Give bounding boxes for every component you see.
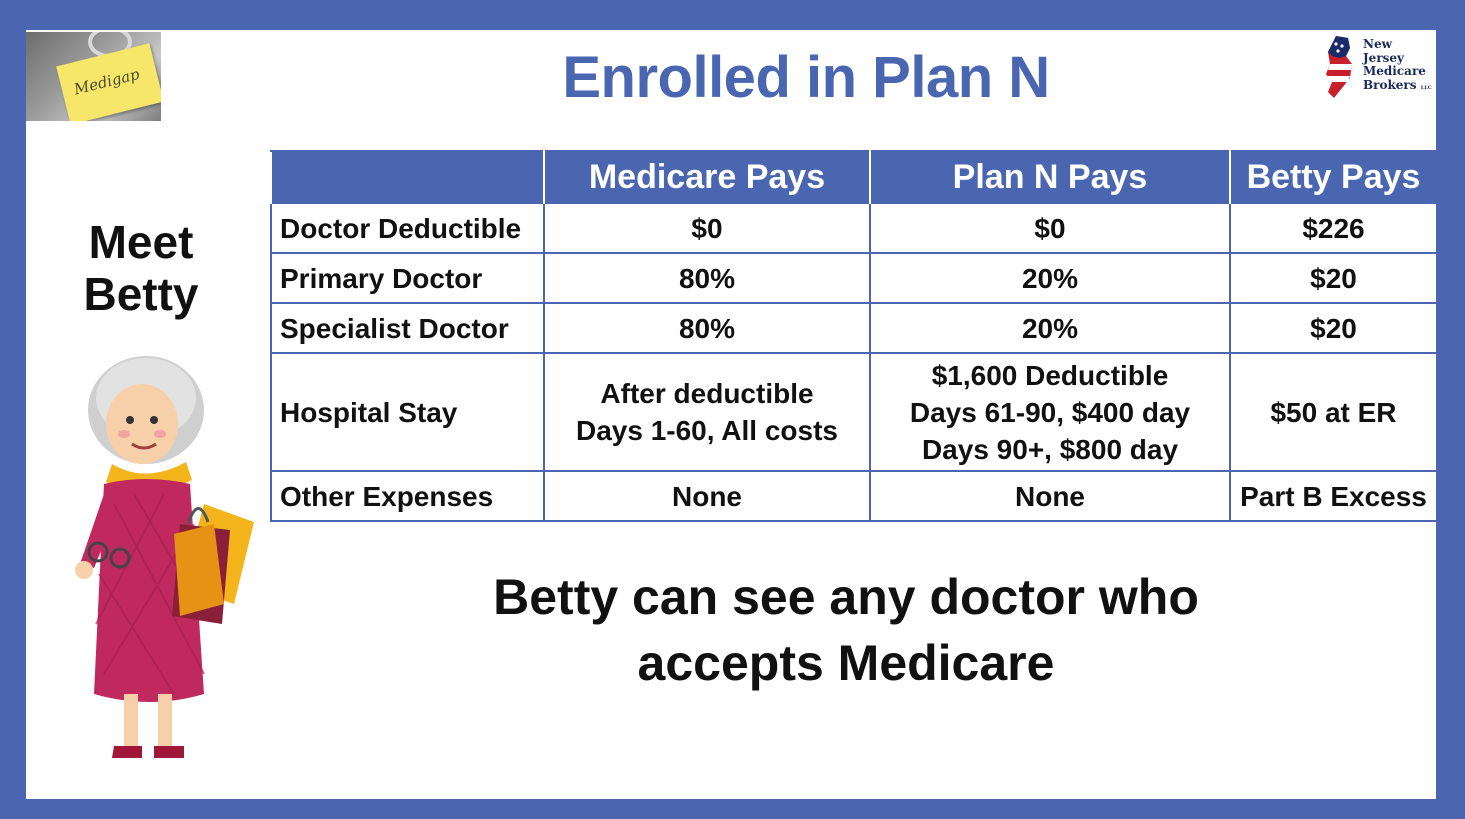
cell-plan-n: $0: [870, 203, 1230, 253]
page-title: Enrolled in Plan N: [562, 45, 1050, 110]
header-medicare-pays: Medicare Pays: [544, 151, 870, 203]
cell-betty: Part B Excess: [1230, 471, 1436, 521]
cell-betty: $50 at ER: [1230, 353, 1436, 471]
medigap-photo: [26, 32, 161, 121]
header-betty-pays: Betty Pays: [1230, 151, 1436, 203]
meet-betty-heading: Meet Betty: [83, 216, 199, 320]
table-header-row: [271, 151, 1436, 203]
sticky-note: [56, 43, 161, 121]
row-label: Specialist Doctor: [271, 303, 544, 353]
cell-plan-n: 20%: [870, 303, 1230, 353]
slide: [26, 30, 1436, 799]
table-row: [271, 471, 1436, 521]
row-label: Other Expenses: [271, 471, 544, 521]
cell-medicare: $0: [544, 203, 870, 253]
row-label: Doctor Deductible: [271, 203, 544, 253]
table-row: [271, 353, 1436, 471]
sticky-note-text: Medigap: [72, 64, 142, 99]
table-row: [271, 253, 1436, 303]
cell-plan-n: 20%: [870, 253, 1230, 303]
plan-comparison-table: [270, 150, 1436, 522]
cell-plan-n: None: [870, 471, 1230, 521]
row-label: Primary Doctor: [271, 253, 544, 303]
new-jersey-flag-icon: [1322, 34, 1362, 100]
cell-betty: $226: [1230, 203, 1436, 253]
footer-statement: Betty can see any doctor who accepts Medicare: [493, 569, 1199, 691]
header-plan-n-pays: Plan N Pays: [870, 151, 1230, 203]
betty-illustration: [54, 354, 264, 774]
table-row: [271, 303, 1436, 353]
cell-medicare: 80%: [544, 303, 870, 353]
row-label: Hospital Stay: [271, 353, 544, 471]
table-row: [271, 203, 1436, 253]
cell-betty: $20: [1230, 303, 1436, 353]
cell-medicare: None: [544, 471, 870, 521]
cell-betty: $20: [1230, 253, 1436, 303]
cell-plan-n: $1,600 Deductible Days 61-90, $400 day Days 90+, $800 day: [870, 353, 1230, 471]
company-logo: [1322, 34, 1436, 100]
cell-medicare: 80%: [544, 253, 870, 303]
logo-text: New Jersey Medicare Brokers LLC: [1363, 37, 1432, 92]
cell-medicare: After deductible Days 1-60, All costs: [544, 353, 870, 471]
header-empty: [271, 151, 544, 203]
